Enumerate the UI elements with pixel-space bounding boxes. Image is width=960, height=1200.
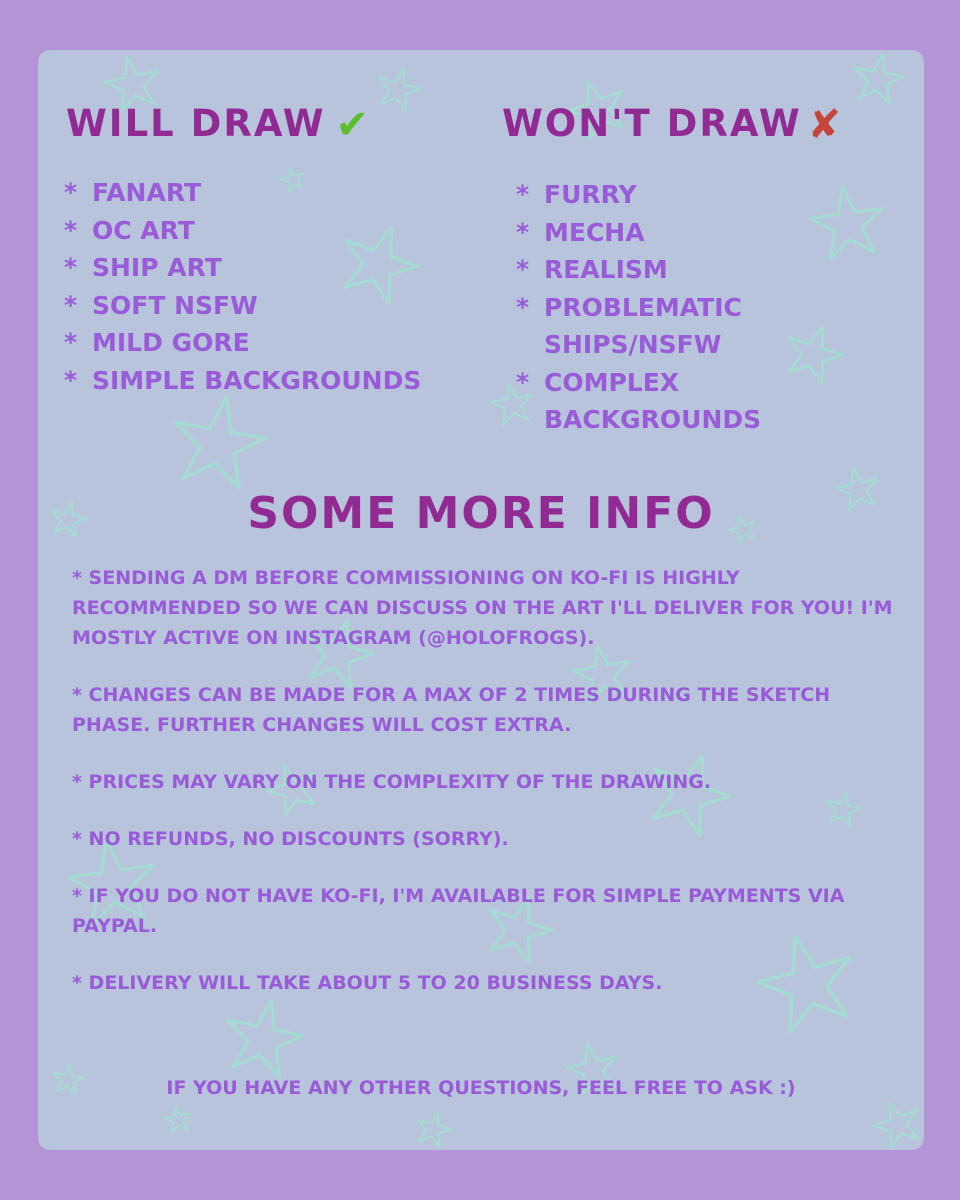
info-paragraph: * CHANGES CAN BE MADE FOR A MAX OF 2 TIMES DURING THE SKETCH PHASE. FURTHER CHANGES WILL COST EXTRA. [72, 684, 831, 736]
bullet-icon: * [516, 292, 530, 322]
list-item-label: SIMPLE BACKGROUNDS [92, 365, 422, 395]
list-item [64, 174, 421, 212]
bullet-icon: * [64, 290, 78, 320]
info-paragraph: * NO REFUNDS, NO DISCOUNTS (SORRY). [72, 828, 509, 850]
bullet-icon: * [516, 180, 530, 209]
list-item [516, 364, 816, 439]
info-paragraph: * PRICES MAY VARY ON THE COMPLEXITY OF THE DRAWING. [72, 771, 712, 793]
list-item [64, 249, 421, 287]
closing-note: IF YOU HAVE ANY OTHER QUESTIONS, FEEL FREE TO ASK :) [166, 1077, 796, 1099]
list-item-label: OC ART [92, 215, 195, 245]
cross-icon: ✘ [807, 102, 844, 148]
list-item-label: SHIP ART [92, 253, 222, 282]
wont-draw-title: WON'T DRAW [502, 102, 802, 145]
content-layer [38, 50, 924, 1150]
info-heading: SOME MORE INFO [247, 488, 715, 539]
bullet-icon: * [64, 328, 78, 357]
list-item-label: PROBLEMATIC SHIPS/NSFW [544, 292, 742, 359]
info-paragraph: * DELIVERY WILL TAKE ABOUT 5 TO 20 BUSINESS DAYS. [72, 972, 663, 994]
list-item [64, 287, 421, 325]
info-paragraph: * IF YOU DO NOT HAVE KO-FI, I'M AVAILABLE FOR SIMPLE PAYMENTS VIA PAYPAL. [72, 885, 845, 937]
bullet-icon: * [516, 255, 530, 284]
info-paragraphs [72, 563, 902, 1025]
list-item [64, 212, 421, 250]
list-item [64, 324, 421, 362]
checkmark-icon: ✔ [335, 102, 372, 148]
commission-info-card [38, 50, 924, 1150]
list-item-label: MILD GORE [92, 328, 250, 357]
bullet-icon: * [516, 367, 530, 397]
list-item-label: MECHA [544, 217, 645, 247]
bullet-icon: * [516, 217, 530, 247]
list-item [516, 289, 816, 364]
list-item-label: REALISM [544, 255, 668, 284]
will-draw-title: WILL DRAW [66, 102, 326, 145]
list-item-label: FANART [92, 178, 202, 207]
bullet-icon: * [64, 253, 78, 282]
list-item [64, 362, 421, 400]
list-item-label: FURRY [544, 180, 637, 209]
list-item-label: COMPLEX BACKGROUNDS [544, 367, 762, 434]
list-item [516, 251, 816, 289]
list-item [516, 214, 816, 252]
info-paragraph: * SENDING A DM BEFORE COMMISSIONING ON KO-FI IS HIGHLY RECOMMENDED SO WE CAN DISCUSS ON THE ART I'LL DELIVER FOR YOU! I'M MOSTLY ACTIVE ON INSTAGRAM (@HOLOFROGS). [72, 567, 893, 649]
bullet-icon: * [64, 215, 78, 245]
will-draw-heading [66, 102, 371, 148]
wont-draw-list [516, 176, 816, 439]
will-draw-list [64, 174, 421, 399]
bullet-icon: * [64, 178, 78, 207]
list-item [516, 176, 816, 214]
list-item-label: SOFT NSFW [92, 290, 258, 320]
wont-draw-heading [502, 102, 843, 148]
bullet-icon: * [64, 365, 78, 395]
